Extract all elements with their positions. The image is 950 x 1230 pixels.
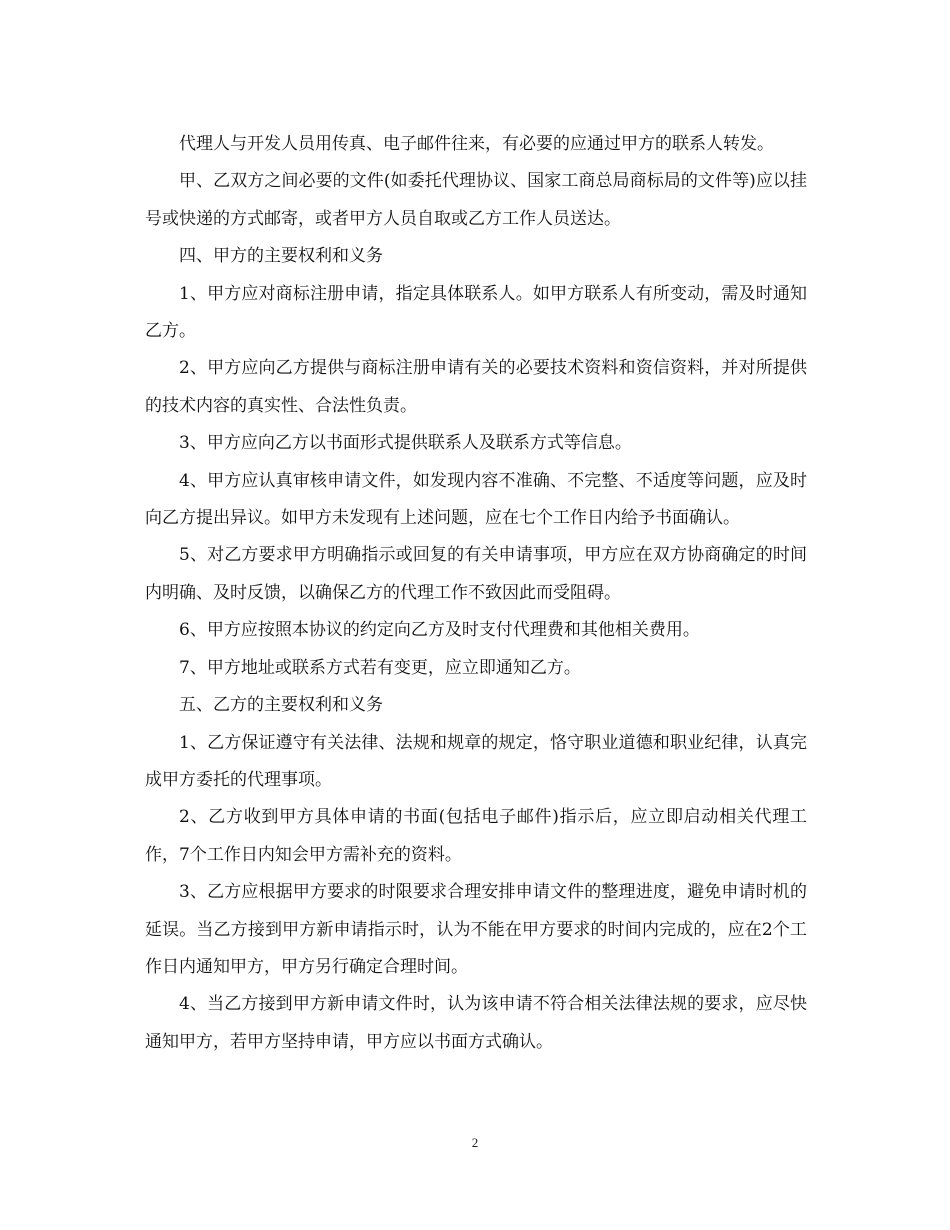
document-body	[145, 126, 807, 1061]
paragraph-a-6: 6、甲方应按照本协议的约定向乙方及时支付代理费和其他相关费用。	[179, 620, 700, 641]
paragraph-b-1: 1、乙方保证遵守有关法律、法规和规章的规定，恪守职业道德和职业纪律，认真完成甲方委托的代理事项。	[145, 732, 807, 790]
paragraph-a-1: 1、甲方应对商标注册申请，指定具体联系人。如甲方联系人有所变动，需及时通知乙方。	[145, 283, 807, 342]
paragraph-b-3: 3、乙方应根据甲方要求的时限要求合理安排申请文件的整理进度，避免申请时机的延误。当乙方接到甲方新申请指示时，认为不能在甲方要求的时间内完成的，应在2个工作日内通知甲方，甲方另行确定合理时间。	[145, 882, 807, 977]
paragraph-a-3: 3、甲方应向乙方以书面形式提供联系人及联系方式等信息。	[179, 433, 632, 454]
section-heading-party-a: 四、甲方的主要权利和义务	[179, 246, 383, 267]
paragraph-a-5: 5、对乙方要求甲方明确指示或回复的有关申请事项，甲方应在双方协商确定的时间内明确、及时反馈，以确保乙方的代理工作不致因此而受阻碍。	[145, 545, 807, 603]
page-number: 2	[471, 1135, 479, 1150]
paragraph-a-2: 2、甲方应向乙方提供与商标注册申请有关的必要技术资料和资信资料，并对所提供的技术内容的真实性、合法性负责。	[145, 358, 807, 416]
section-heading-party-b: 五、乙方的主要权利和义务	[179, 695, 383, 716]
paragraph-mailing: 甲、乙双方之间必要的文件(如委托代理协议、国家工商总局商标局的文件等)应以挂号或快递的方式邮寄，或者甲方人员自取或乙方工作人员送达。	[145, 171, 807, 229]
paragraph-a-4: 4、甲方应认真审核申请文件，如发现内容不准确、不完整、不适度等问题，应及时向乙方提出异议。如甲方未发现有上述问题，应在七个工作日内给予书面确认。	[145, 470, 807, 529]
paragraph-a-7: 7、甲方地址或联系方式若有变更，应立即通知乙方。	[179, 657, 581, 678]
paragraph-forwarding: 代理人与开发人员用传真、电子邮件往来，有必要的应通过甲方的联系人转发。	[179, 134, 774, 154]
paragraph-b-4: 4、当乙方接到甲方新申请文件时，认为该申请不符合相关法律法规的要求，应尽快通知甲方，若甲方坚持申请，甲方应以书面方式确认。	[145, 994, 807, 1052]
paragraph-b-2: 2、乙方收到甲方具体申请的书面(包括电子邮件)指示后，应立即启动相关代理工作，7个工作日内知会甲方需补充的资料。	[145, 807, 807, 865]
